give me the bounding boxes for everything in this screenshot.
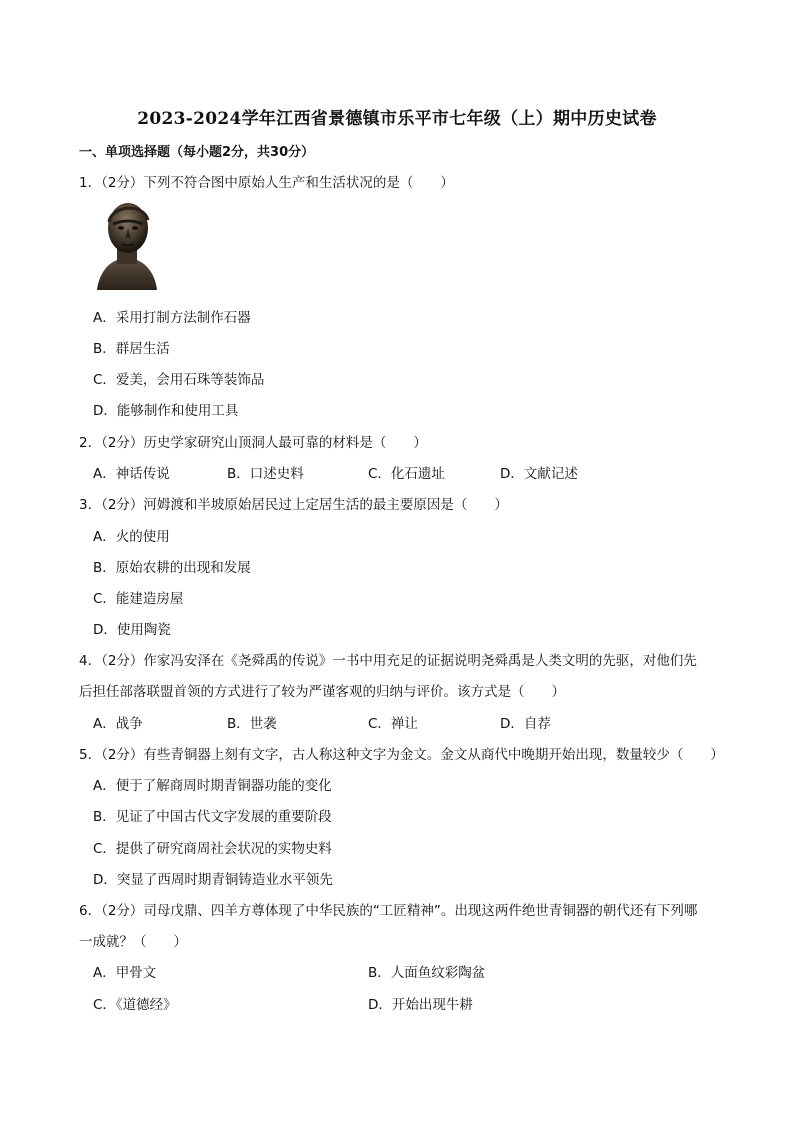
section-heading: 一、单项选择题（每小题2分，共30分） bbox=[79, 145, 315, 160]
question-3-option-b: B．原始农耕的出现和发展 bbox=[93, 560, 251, 576]
question-3-option-d: D．使用陶瓷 bbox=[93, 622, 171, 638]
question-4-option-c: C．禅让 bbox=[368, 716, 418, 732]
question-2-option-b: B．口述史料 bbox=[227, 466, 304, 482]
question-4-stem-line-1: 4．（2分）作家冯安泽在《尧舜禹的传说》一书中用充足的证据说明尧舜禹是人类文明的先驱，对他们先 bbox=[79, 653, 697, 669]
question-4-stem-line-2: 后担任部落联盟首领的方式进行了较为严谨客观的归纳与评价。该方式是（ ） bbox=[79, 684, 565, 700]
question-3-stem: 3．（2分）河姆渡和半坡原始居民过上定居生活的最主要原因是（ ） bbox=[79, 497, 508, 513]
question-6-option-c: C．《道德经》 bbox=[93, 997, 177, 1013]
question-3-option-a: A．火的使用 bbox=[93, 529, 170, 545]
question-4-option-b: B．世袭 bbox=[227, 716, 277, 732]
question-1-stem: 1．（2分）下列不符合图中原始人生产和生活状况的是（ ） bbox=[79, 175, 454, 191]
question-5-option-d: D．突显了西周时期青铜铸造业水平领先 bbox=[93, 872, 333, 888]
question-1-option-b: B．群居生活 bbox=[93, 341, 170, 357]
question-2-option-a: A．神话传说 bbox=[93, 466, 170, 482]
question-5-option-c: C．提供了研究商周社会状况的实物史料 bbox=[93, 841, 332, 857]
question-6-option-a: A．甲骨文 bbox=[93, 965, 157, 981]
question-1-option-c: C．爱美，会用石珠等装饰品 bbox=[93, 372, 265, 388]
question-6-option-b: B．人面鱼纹彩陶盆 bbox=[368, 965, 486, 981]
question-4-option-a: A．战争 bbox=[93, 716, 143, 732]
question-6-stem-line-1: 6．（2分）司母戊鼎、四羊方尊体现了中华民族的“工匠精神”。出现这两件绝世青铜器的朝代还有下列哪 bbox=[79, 903, 698, 919]
exam-title: 2023-2024学年江西省景德镇市乐平市七年级（上）期中历史试卷 bbox=[137, 109, 657, 129]
question-2-option-d: D．文献记述 bbox=[500, 466, 578, 482]
primitive-man-bust-image bbox=[93, 198, 159, 294]
question-5-option-b: B．见证了中国古代文字发展的重要阶段 bbox=[93, 809, 332, 825]
question-4-option-d: D．自荐 bbox=[500, 716, 551, 732]
question-2-stem: 2．（2分）历史学家研究山顶洞人最可靠的材料是（ ） bbox=[79, 435, 427, 451]
question-6-stem-line-2: 一成就？（ ） bbox=[79, 934, 187, 950]
question-5-stem: 5．（2分）有些青铜器上刻有文字，古人称这种文字为金文。金文从商代中晚期开始出现，数量较少（ ） bbox=[79, 747, 724, 763]
question-6-option-d: D．开始出现牛耕 bbox=[368, 997, 473, 1013]
question-1-option-a: A．采用打制方法制作石器 bbox=[93, 310, 251, 326]
question-2-option-c: C．化石遗址 bbox=[368, 466, 445, 482]
question-1-option-d: D．能够制作和使用工具 bbox=[93, 403, 239, 419]
question-5-option-a: A．便于了解商周时期青铜器功能的变化 bbox=[93, 778, 332, 794]
question-3-option-c: C．能建造房屋 bbox=[93, 591, 184, 607]
